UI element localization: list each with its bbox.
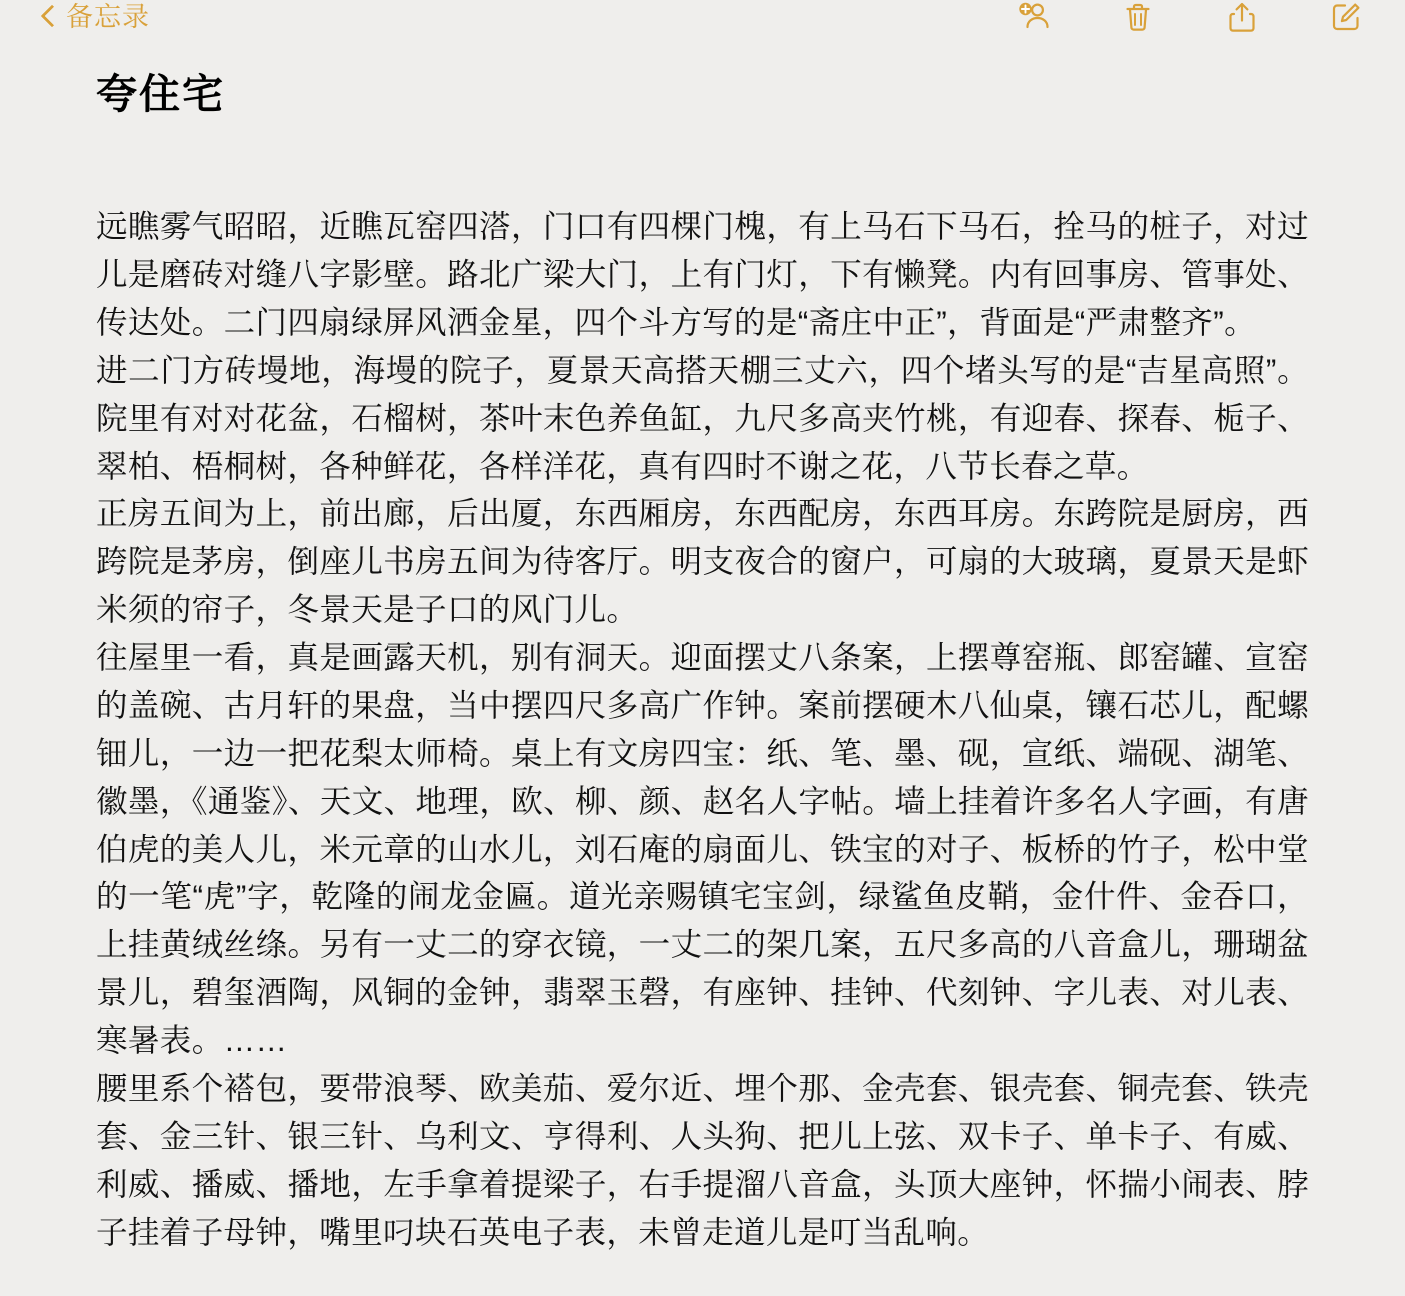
back-button-label: 备忘录 — [66, 1, 150, 32]
trash-icon[interactable] — [1121, 0, 1155, 34]
navigation-actions — [1017, 0, 1371, 34]
note-body[interactable] — [96, 203, 1309, 1256]
back-button[interactable] — [40, 1, 150, 32]
navigation-bar — [0, 0, 1405, 34]
note-paragraph: 进二门方砖墁地，海墁的院子，夏景天高搭天棚三丈六，四个堵头写的是“吉星高照”。院里有对对花盆，石榴树，茶叶末色养鱼缸，九尺多高夹竹桃，有迎春、探春、栀子、翠柏、梧桐树，各种鲜花，各样洋花，真有四时不谢之花，八节长春之草。 — [96, 351, 1309, 484]
note-paragraph: 往屋里一看，真是画露天机，别有洞天。迎面摆丈八条案，上摆尊窑瓶、郎窑罐、宣窑的盖碗、古月轩的果盘，当中摆四尺多高广作钟。案前摆硬木八仙桌，镶石芯儿，配螺钿儿，一边一把花梨太师椅。桌上有文房四宝：纸、笔、墨、砚，宣纸、端砚、湖笔、徽墨，《通鉴》、天文、地理，欧、柳、颜、赵名人字帖。墙上挂着许多名人字画，有唐伯虎的美人儿，米元章的山水儿，刘石庵的扇面儿、铁宝的对子、板桥的竹子，松中堂的一笔“虎”字，乾隆的闹龙金匾。道光亲赐镇宅宝剑，绿鲨鱼皮鞘，金什件、金吞口，上挂黄绒丝绦。另有一丈二的穿衣镜，一丈二的架几案，五尺多高的八音盒儿，珊瑚盆景儿，碧玺酒陶，风铜的金钟，翡翠玉磬，有座钟、挂钟、代刻钟、字儿表、对儿表、寒暑表。…… — [96, 639, 1309, 1059]
note-title: 夸住宅 — [96, 71, 225, 117]
note-paragraph: 正房五间为上，前出廊，后出厦，东西厢房，东西配房，东西耳房。东跨院是厨房，西跨院是茅房，倒座儿书房五间为待客厅。明支夜合的窗户，可扇的大玻璃，夏景天是虾米须的帘子，冬景天是子口的风门儿。 — [96, 495, 1309, 628]
compose-icon[interactable] — [1329, 0, 1363, 34]
note-content[interactable] — [0, 34, 1405, 1296]
note-paragraph: 远瞧雾气昭昭，近瞧瓦窑四溚，门口有四棵门槐，有上马石下马石，拴马的桩子，对过儿是磨砖对缝八字影壁。路北广梁大门，上有门灯，下有懒凳。内有回事房、管事处、传达处。二门四扇绿屏风洒金星，四个斗方写的是“斋庄中正”，背面是“严肃整齐”。 — [96, 208, 1309, 340]
add-person-icon[interactable] — [1017, 0, 1051, 34]
note-paragraph: 腰里系个褡包，要带浪琴、欧美茄、爱尔近、埋个那、金壳套、银壳套、铜壳套、铁壳套、金三针、银三针、乌利文、亨得利、人头狗、把儿上弦、双卡子、单卡子、有威、利威、播威、播地，左手拿着提梁子，右手提溜八音盒，头顶大座钟，怀揣小闹表、脖子挂着子母钟，嘴里叼块石英电子表，未曾走道儿是叮当乱响。 — [96, 1069, 1309, 1250]
share-icon[interactable] — [1225, 0, 1259, 34]
chevron-left-icon[interactable] — [40, 4, 56, 30]
